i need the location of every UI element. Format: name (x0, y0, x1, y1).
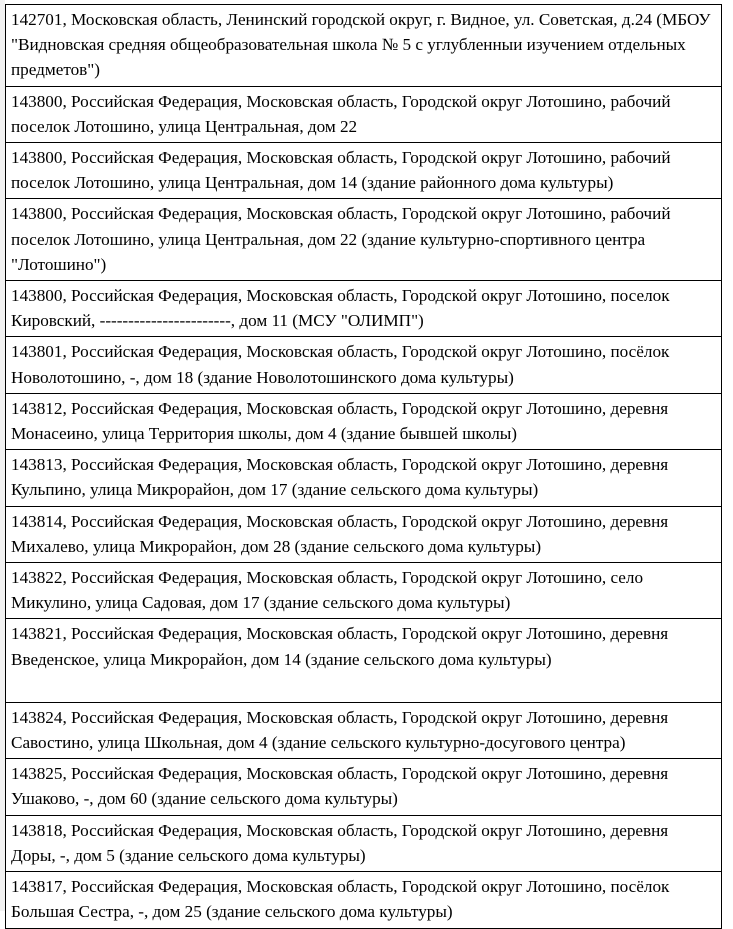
address-cell: 143825, Российская Федерация, Московская область, Городской округ Лотошино, деревня Ушаково, -, дом 60 (здание сельского дома культуры) (6, 759, 722, 815)
table-row (6, 450, 722, 506)
table-row (6, 815, 722, 871)
address-cell: 143812, Российская Федерация, Московская область, Городской округ Лотошино, деревня Монасеино, улица Территория школы, дом 4 (здание бывшей школы) (6, 393, 722, 449)
address-cell: 143800, Российская Федерация, Московская область, Городской округ Лотошино, рабочий поселок Лотошино, улица Центральная, дом 14 (здание районного дома культуры) (6, 143, 722, 199)
address-cell: 143813, Российская Федерация, Московская область, Городской округ Лотошино, деревня Кульпино, улица Микрорайон, дом 17 (здание сельского дома культуры) (6, 450, 722, 506)
address-cell: 143800, Российская Федерация, Московская область, Городской округ Лотошино, рабочий поселок Лотошино, улица Центральная, дом 22 (6, 86, 722, 142)
address-cell: 143822, Российская Федерация, Московская область, Городской округ Лотошино, село Микулино, улица Садовая, дом 17 (здание сельского дома культуры) (6, 563, 722, 619)
table-row (6, 619, 722, 702)
address-cell: 143821, Российская Федерация, Московская область, Городской округ Лотошино, деревня Введенское, улица Микрорайон, дом 14 (здание сельского дома культуры) (6, 619, 722, 702)
table-row (6, 281, 722, 337)
address-cell: 143800, Российская Федерация, Московская область, Городской округ Лотошино, рабочий поселок Лотошино, улица Центральная, дом 22 (здание культурно-спортивного центра "Лотошино") (6, 199, 722, 281)
table-row (6, 759, 722, 815)
table-row (6, 337, 722, 393)
address-table (5, 4, 722, 929)
table-row (6, 199, 722, 281)
address-cell: 143814, Российская Федерация, Московская область, Городской округ Лотошино, деревня Михалево, улица Микрорайон, дом 28 (здание сельского дома культуры) (6, 506, 722, 562)
table-row (6, 86, 722, 142)
table-row (6, 563, 722, 619)
table-row (6, 872, 722, 928)
address-cell: 143824, Российская Федерация, Московская область, Городской округ Лотошино, деревня Савостино, улица Школьная, дом 4 (здание сельского культурно-досугового центра) (6, 702, 722, 758)
address-cell: 143818, Российская Федерация, Московская область, Городской округ Лотошино, деревня Доры, -, дом 5 (здание сельского дома культуры) (6, 815, 722, 871)
address-table-body (6, 5, 722, 929)
table-row (6, 506, 722, 562)
table-row (6, 143, 722, 199)
address-cell: 143800, Российская Федерация, Московская область, Городской округ Лотошино, поселок Кировский, -----------------------, дом 11 (МСУ "ОЛИМП") (6, 281, 722, 337)
table-row (6, 393, 722, 449)
table-row (6, 5, 722, 87)
address-cell: 143801, Российская Федерация, Московская область, Городской округ Лотошино, посёлок Новолотошино, -, дом 18 (здание Новолотошинского дома культуры) (6, 337, 722, 393)
address-cell: 142701, Московская область, Ленинский городской округ, г. Видное, ул. Советская, д.24 (МБОУ "Видновская средняя общеобразовательная школа № 5 с углубленныи изучением отдельных предметов") (6, 5, 722, 87)
table-row (6, 702, 722, 758)
address-cell: 143817, Российская Федерация, Московская область, Городской округ Лотошино, посёлок Большая Сестра, -, дом 25 (здание сельского дома культуры) (6, 872, 722, 928)
